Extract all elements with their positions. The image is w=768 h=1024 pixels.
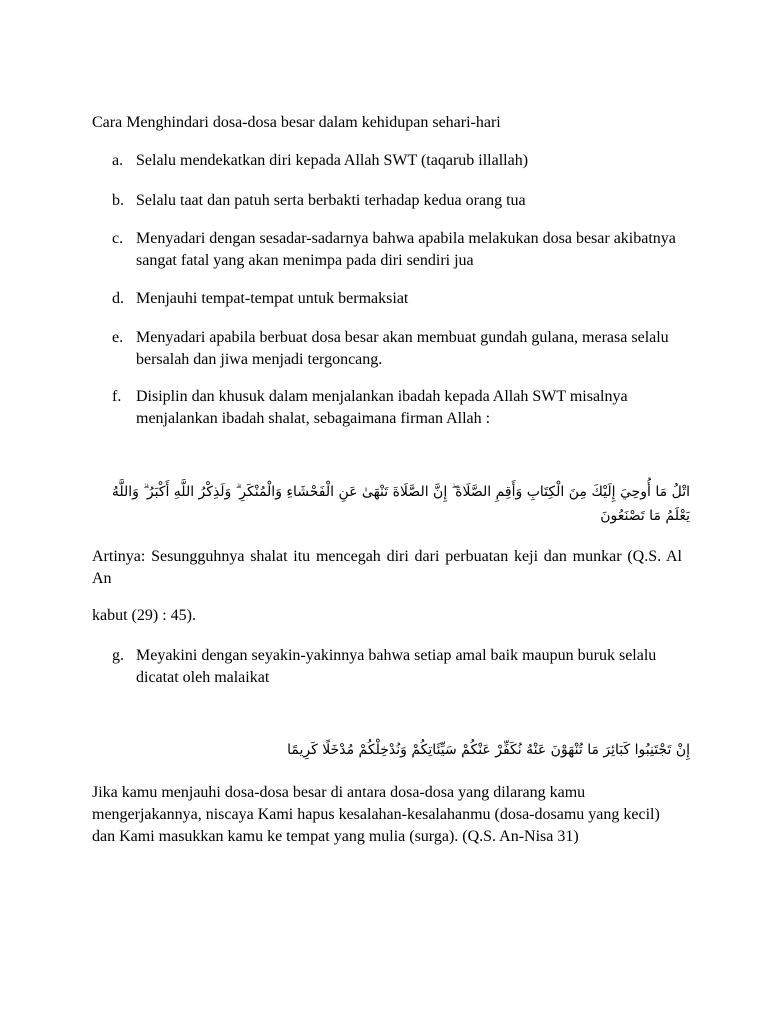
- list-marker: b.: [112, 192, 124, 209]
- verse-translation-nisa: Jika kamu menjauhi dosa-dosa besar di antara dosa-dosa yang dilarang kamu mengerjakannya, niscaya Kami hapus kesalahan-kesalahanmu (dosa-dosamu yang kecil) dan Kami masukkan kamu ke tempat yang mulia (surga). (Q.S. An-Nisa 31): [92, 784, 660, 845]
- list-marker: c.: [112, 230, 124, 247]
- arabic-verse-ankabut: اتْلُ مَا أُوحِيَ إِلَيْكَ مِنَ الْكِتَابِ وَأَقِمِ الصَّلَاةَ ۖ إِنَّ الصَّلَاةَ تَنْهَىٰ عَنِ الْفَحْشَاءِ وَالْمُنْكَرِ ۗ وَلَذِكْرُ اللَّهِ أَكْبَرُ ۗ وَاللَّهُ يَعْلَمُ مَا تَصْنَعُونَ: [111, 484, 690, 524]
- list-marker: f.: [112, 388, 122, 405]
- list-item-text: Menyadari dengan sesadar-sadarnya bahwa apabila melakukan dosa besar akibatnya sangat fatal yang akan menimpa pada diri sendiri jua: [136, 230, 676, 269]
- list-item-text: Selalu mendekatkan diri kepada Allah SWT (taqarub illallah): [136, 152, 529, 169]
- list-item-f: [112, 386, 692, 430]
- list-item-g: [112, 645, 692, 689]
- list-marker: e.: [112, 329, 124, 346]
- list-item-e: [112, 327, 692, 371]
- list-item-b: [112, 190, 712, 212]
- list-item-text: Selalu taat dan patuh serta berbakti terhadap kedua orang tua: [136, 192, 526, 209]
- document-title: Cara Menghindari dosa-dosa besar dalam kehidupan sehari-hari: [92, 114, 501, 131]
- arabic-verse-nisa: إِنْ تَجْتَنِبُوا كَبَائِرَ مَا تُنْهَوْنَ عَنْهُ نُكَفِّرْ عَنْكُمْ سَيِّئَاتِكُمْ وَنُدْخِلْكُمْ مُدْخَلًا كَرِيمًا: [287, 742, 690, 758]
- list-marker: a.: [112, 152, 124, 169]
- list-item-c: [112, 228, 692, 272]
- list-item-text: Disiplin dan khusuk dalam menjalankan ibadah kepada Allah SWT misalnya menjalankan ibadah shalat, sebagaimana firman Allah :: [136, 388, 628, 427]
- list-item-text: Menyadari apabila berbuat dosa besar akan membuat gundah gulana, merasa selalu bersalah dan jiwa menjadi tergoncang.: [136, 329, 669, 368]
- list-item-a: [112, 150, 712, 172]
- verse-translation-ankabut: Artinya: Sesungguhnya shalat itu mencegah diri dari perbuatan keji dan munkar (Q.S. Al An: [92, 548, 682, 587]
- list-marker: g.: [112, 647, 124, 664]
- list-item-text: Meyakini dengan seyakin-yakinnya bahwa setiap amal baik maupun buruk selalu dicatat oleh malaikat: [136, 647, 657, 686]
- list-item-text: Menjauhi tempat-tempat untuk bermaksiat: [136, 290, 409, 307]
- list-marker: d.: [112, 290, 124, 307]
- verse-reference-cont: kabut (29) : 45).: [92, 607, 196, 624]
- list-item-d: [112, 288, 712, 310]
